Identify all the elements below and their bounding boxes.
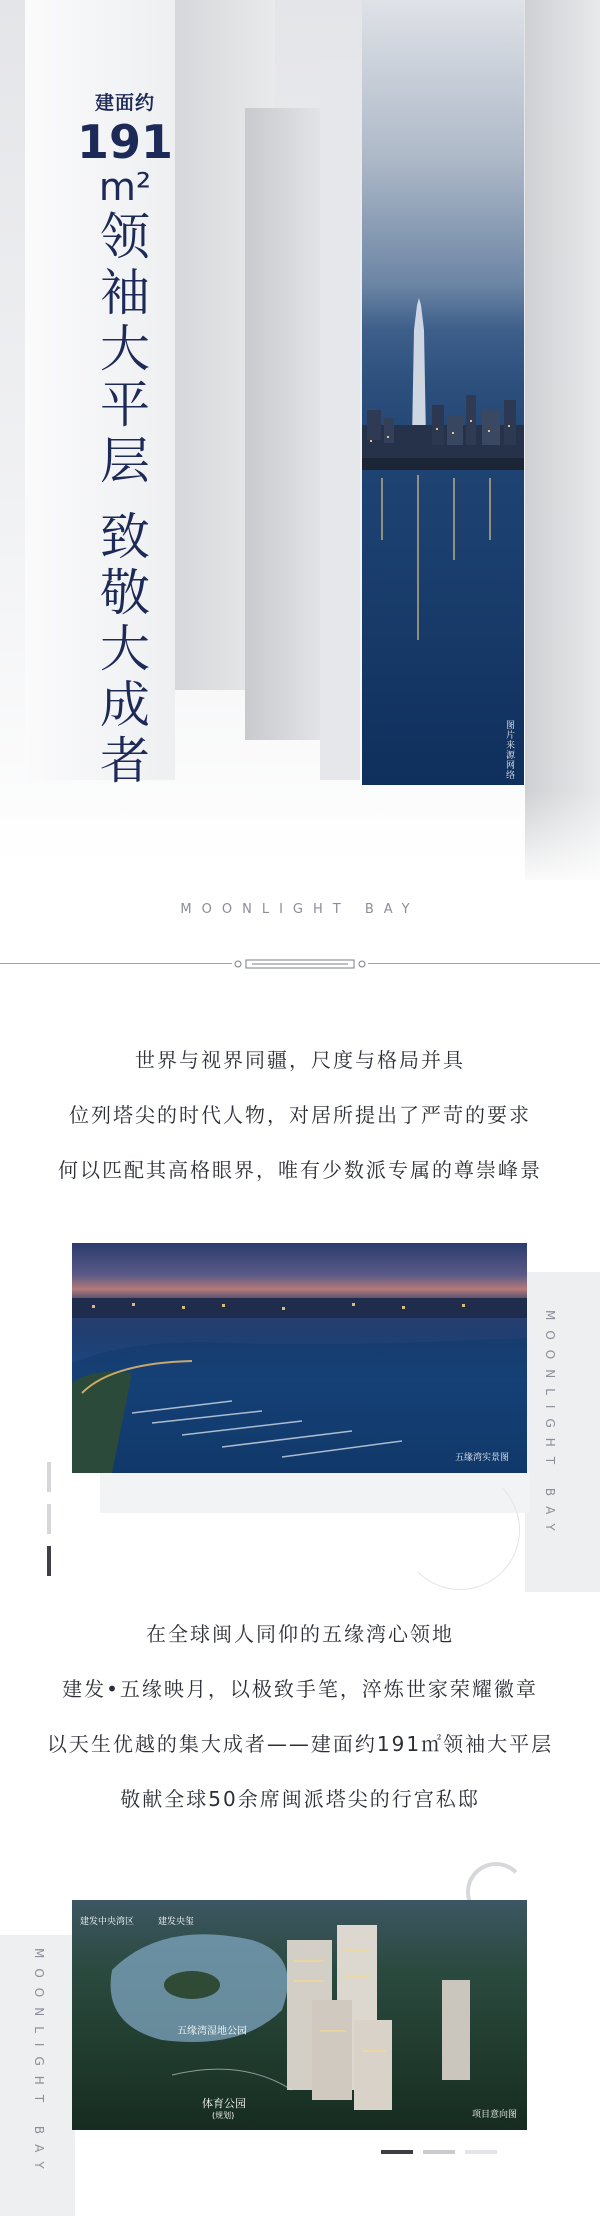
ornament-icon <box>232 958 368 970</box>
scroll-indicator <box>47 1462 53 1588</box>
map-label: 建发中央湾区 <box>80 1917 135 1927</box>
project-line: 敬献全球50余席闽派塔尖的行宫私邸 <box>120 1787 480 1811</box>
area-number: 191 <box>76 115 174 169</box>
decor-circle <box>400 1470 520 1590</box>
decor-slab <box>525 0 600 880</box>
title-char: 大 <box>100 620 150 678</box>
title-char: 领 <box>100 208 150 266</box>
decor-slab <box>245 108 320 740</box>
photo-caption: 项目意向图 <box>471 2110 517 2120</box>
fade-overlay <box>0 790 600 890</box>
indicator-bar <box>47 1504 51 1534</box>
brand-wordmark: MOONLIGHT BAY <box>180 902 420 917</box>
decor-slab <box>320 60 360 780</box>
title-char: 平 <box>100 376 150 434</box>
divider-line <box>368 963 600 964</box>
decor-block <box>525 1272 600 1592</box>
area-label: 建面约 <box>94 92 155 114</box>
photo-caption: 图片来源网络 <box>504 720 514 780</box>
ornament-divider <box>0 958 600 970</box>
map-label-sub: (规划) <box>212 2111 235 2120</box>
vertical-brand: MOONLIGHT BAY <box>543 1310 557 1541</box>
title-char: 袖 <box>100 264 150 322</box>
project-line: 以天生优越的集大成者——建面约191㎡领袖大平层 <box>46 1732 554 1756</box>
divider-line <box>0 963 232 964</box>
map-label: 建发央玺 <box>158 1917 195 1927</box>
map-label: 体育公园 <box>202 2097 246 2110</box>
intro-line: 何以匹配其高格眼界，唯有少数派专属的尊崇峰景 <box>58 1158 542 1182</box>
title-char: 致 <box>100 508 150 566</box>
carousel-pager <box>381 2150 501 2154</box>
title-char: 成 <box>100 676 150 734</box>
title-line-1 <box>70 209 180 489</box>
pager-dot[interactable] <box>423 2150 455 2154</box>
title-char: 大 <box>100 320 150 378</box>
indicator-bar <box>47 1462 51 1492</box>
project-line: 建发•五缘映月，以极致手笔，淬炼世家荣耀徽章 <box>62 1677 538 1701</box>
hero-title <box>70 88 180 789</box>
intro-line: 世界与视界同疆，尺度与格局并具 <box>135 1048 465 1072</box>
aerial-photo <box>72 1900 527 2130</box>
area-unit: m² <box>98 165 152 209</box>
skyline-photo <box>362 0 524 785</box>
hero-section <box>0 0 600 890</box>
project-line: 在全球闽人同仰的五缘湾心领地 <box>146 1622 454 1646</box>
bay-photo <box>72 1243 527 1473</box>
title-line-2 <box>70 509 180 789</box>
pager-dot[interactable] <box>465 2150 497 2154</box>
title-char: 层 <box>100 432 150 490</box>
title-char: 敬 <box>100 564 150 622</box>
title-char: 者 <box>100 732 150 790</box>
vertical-brand: MOONLIGHT BAY <box>32 1948 46 2179</box>
intro-line: 位列塔尖的时代人物，对居所提出了严苛的要求 <box>69 1103 531 1127</box>
indicator-bar-active <box>47 1546 51 1576</box>
pager-dot-active[interactable] <box>381 2150 413 2154</box>
photo-caption: 五缘湾实景图 <box>454 1453 509 1463</box>
map-label: 五缘湾湿地公园 <box>177 2026 247 2037</box>
